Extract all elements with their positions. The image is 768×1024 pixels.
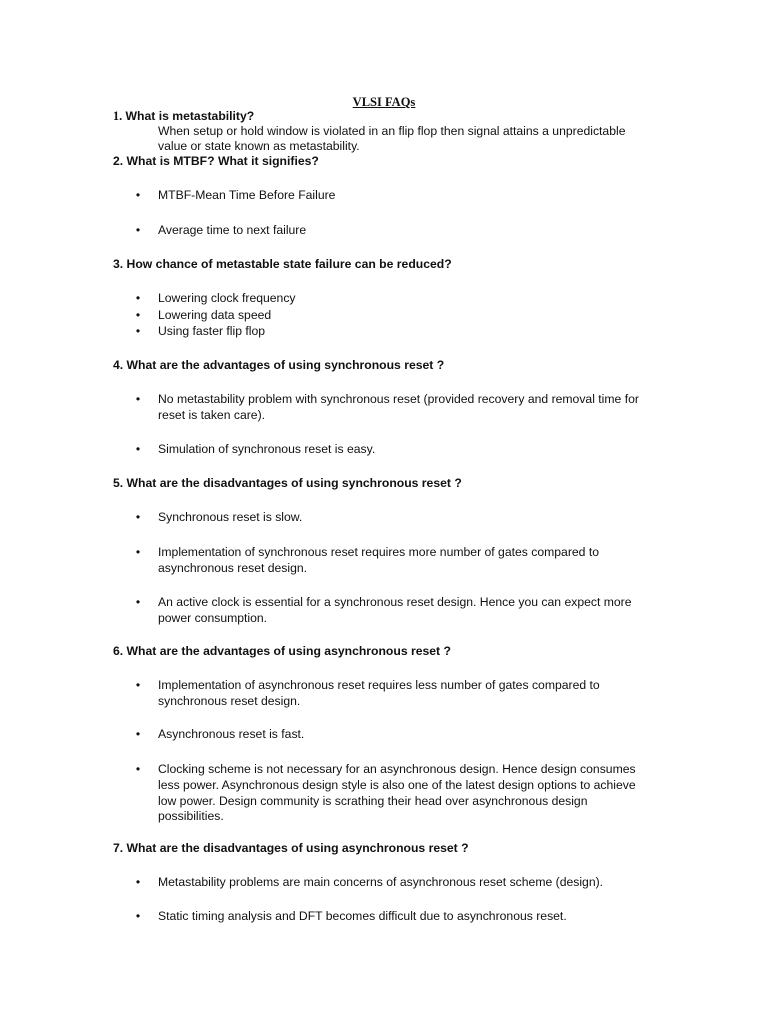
list-item-text: Asynchronous reset is fast. (158, 727, 305, 741)
list-item-text: Average time to next failure (158, 223, 307, 237)
bullet-icon: • (135, 442, 141, 456)
list-item-text: asynchronous reset design. (158, 561, 308, 575)
list-item-text: low power. Design community is scrathing their head over asynchronous design (158, 794, 588, 808)
list-item-text: Static timing analysis and DFT becomes difficult due to asynchronous reset. (158, 909, 567, 923)
bullet-icon: • (135, 595, 141, 609)
question-3-heading: 3. How chance of metastable state failure can be reduced? (113, 257, 452, 271)
bullet-icon: • (135, 875, 141, 889)
question-7-heading: 7. What are the disadvantages of using asynchronous reset ? (113, 841, 469, 855)
list-item-text: MTBF-Mean Time Before Failure (158, 188, 336, 202)
question-1-number: 1. (113, 109, 123, 123)
bullet-icon: • (135, 308, 141, 322)
list-item-text: No metastability problem with synchronous reset (provided recovery and removal time for (158, 392, 639, 406)
list-item-text: Lowering data speed (158, 308, 272, 322)
list-item-text: Synchronous reset is slow. (158, 510, 303, 524)
list-item-text: reset is taken care). (158, 408, 266, 422)
bullet-icon: • (135, 223, 141, 237)
list-item-text: less power. Asynchronous design style is also one of the latest design options to achieve (158, 778, 636, 792)
list-item-text: Implementation of asynchronous reset requires less number of gates compared to (158, 678, 600, 692)
list-item-text: An active clock is essential for a synchronous reset design. Hence you can expect more (158, 595, 632, 609)
question-1-heading (113, 108, 254, 124)
bullet-icon: • (135, 188, 141, 202)
bullet-icon: • (135, 727, 141, 741)
question-4-heading: 4. What are the advantages of using synchronous reset ? (113, 358, 445, 372)
bullet-icon: • (135, 510, 141, 524)
list-item-text: possibilities. (158, 809, 224, 823)
list-item-text: Clocking scheme is not necessary for an asynchronous design. Hence design consumes (158, 762, 636, 776)
question-6-heading: 6. What are the advantages of using asynchronous reset ? (113, 644, 451, 658)
question-2-heading: 2. What is MTBF? What it signifies? (113, 154, 319, 168)
answer-1-line-1: When setup or hold window is violated in an flip flop then signal attains a unpredictable (158, 124, 626, 138)
bullet-icon: • (135, 545, 141, 559)
list-item-text: Simulation of synchronous reset is easy. (158, 442, 376, 456)
list-item-text: synchronous reset design. (158, 694, 301, 708)
bullet-icon: • (135, 909, 141, 923)
bullet-icon: • (135, 678, 141, 692)
bullet-icon: • (135, 762, 141, 776)
list-item-text: power consumption. (158, 611, 268, 625)
bullet-icon: • (135, 291, 141, 305)
question-5-heading: 5. What are the disadvantages of using synchronous reset ? (113, 476, 462, 490)
document-title: VLSI FAQs (352, 95, 416, 109)
bullet-icon: • (135, 392, 141, 406)
question-1-text: What is metastability? (122, 109, 255, 123)
bullet-icon: • (135, 324, 141, 338)
list-item-text: Implementation of synchronous reset requires more number of gates compared to (158, 545, 600, 559)
list-item-text: Metastability problems are main concerns of asynchronous reset scheme (design). (158, 875, 604, 889)
list-item-text: Using faster flip flop (158, 324, 266, 338)
answer-1-line-2: value or state known as metastability. (158, 139, 360, 153)
list-item-text: Lowering clock frequency (158, 291, 296, 305)
